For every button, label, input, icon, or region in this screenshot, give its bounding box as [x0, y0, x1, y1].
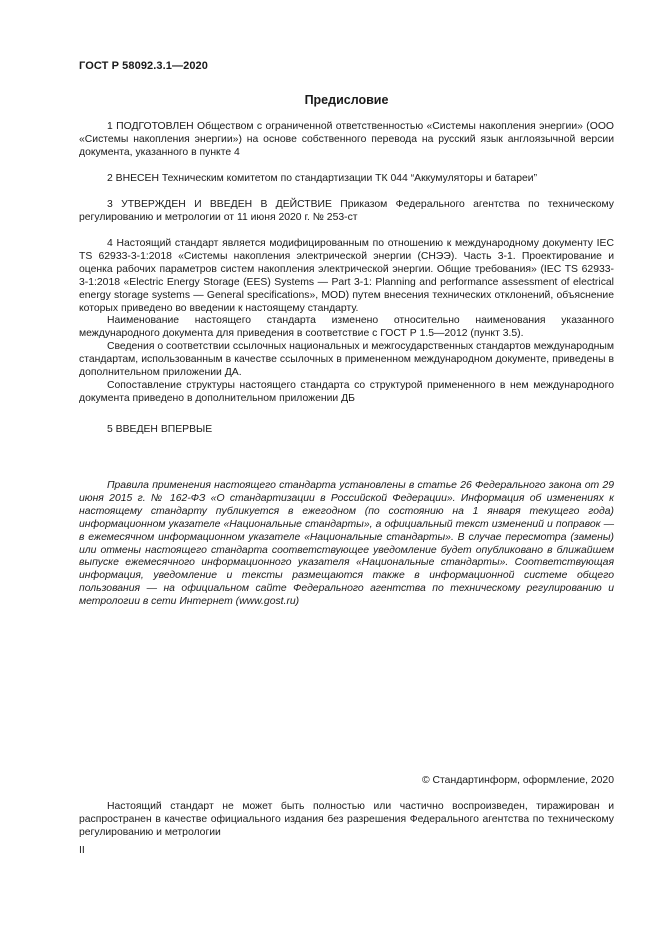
item-3-text: 3 УТВЕРЖДЕН И ВВЕДЕН В ДЕЙСТВИЕ Приказом Федерального агентства по техническому регулированию и метрологии от 11 июня 2020 г. № 253-ст	[79, 199, 614, 223]
item-5-text: 5 ВВЕДЕН ВПЕРВЫЕ	[107, 424, 213, 435]
reproduction-notice	[79, 801, 614, 840]
document-page	[79, 0, 614, 935]
reproduction-notice-text: Настоящий стандарт не может быть полностью или частично воспроизведен, тиражирован и распространен в качестве официального издания без разрешения Федерального агентства по техническому регулированию и метрологии	[79, 801, 614, 838]
page-title: Предисловие	[304, 93, 389, 107]
item-1-text: 1 ПОДГОТОВЛЕН Обществом с ограниченной ответственностью «Системы накопления энергии» (ООО «Системы накопления энергии») на основе собственного перевода на русский язык англоязычной версии документа, указанного в пункте 4	[79, 121, 614, 158]
legal-notice	[79, 480, 614, 609]
legal-notice-text: Правила применения настоящего стандарта установлены в статье 26 Федерального закона от 29 июня 2015 г. № 162-ФЗ «О стандартизации в Российской Федерации». Информация об изменениях к настоящему стандарту публикуется в ежегодном (по состоянию на 1 января текущего года) информационном указателе «Национальные стандарты», а официальный текст изменений и поправок — в ежемесячном информационном указателе «Национальные стандарты». В случае пересмотра (замены) или отмены настоящего стандарта соответствующее уведомление будет опубликовано в ближайшем выпуске ежемесячного информационного указателя «Национальные стандарты». Соответствующая информация, уведомление и тексты размещаются также в информационной системе общего пользования — на официальном сайте Федерального агентства по техническому регулированию и метрологии в сети Интернет (www.gost.ru)	[79, 480, 614, 608]
copyright-line: © Стандартинформ, оформление, 2020	[421, 775, 614, 786]
item-2-text: 2 ВНЕСЕН Техническим комитетом по стандартизации ТК 044 “Аккумуляторы и батареи”	[107, 173, 538, 184]
item-1-prepared-by	[79, 121, 614, 160]
document-code-header: ГОСТ Р 58092.3.1—2020	[79, 60, 208, 72]
item-4-main-text: 4 Настоящий стандарт является модифицированным по отношению к международному документу IEC TS 62933-3-1:2018 «Системы накопления электрической энергии (СНЭЭ). Часть 3-1. Проектирование и оценка рабочих параметров систем накопления электрической энергии. Общие требования» (IEC TS 62933-3-1:2018 «Electric Energy Storage (EES) Systems — Part 3-1: Planning and performance assessment of electrical energy storage systems — General specifications», MOD) путем внесения технических отклонений, объяснение которых приведено во введении к настоящему стандарту.	[79, 238, 614, 314]
item-3-approved	[79, 199, 614, 225]
item-4-references-text: Сведения о соответствии ссылочных национальных и межгосударственных стандартов международным стандартам, использованным в качестве ссылочных в примененном международном документе, приведены в дополнительном приложении ДА.	[79, 341, 614, 379]
item-5-introduced	[79, 424, 614, 437]
item-4-structure-text: Сопоставление структуры настоящего стандарта со структурой примененного в нем международного документа приведено в дополнительном приложении ДБ	[79, 379, 614, 404]
item-4-title-change-text: Наименование настоящего стандарта изменено относительно наименования указанного международного документа для приведения в соответствие с ГОСТ Р 1.5—2012 (пункт 3.5).	[79, 315, 614, 340]
item-4-modification	[79, 238, 614, 406]
page-number: II	[79, 845, 85, 856]
item-2-submitted-by	[79, 173, 614, 186]
